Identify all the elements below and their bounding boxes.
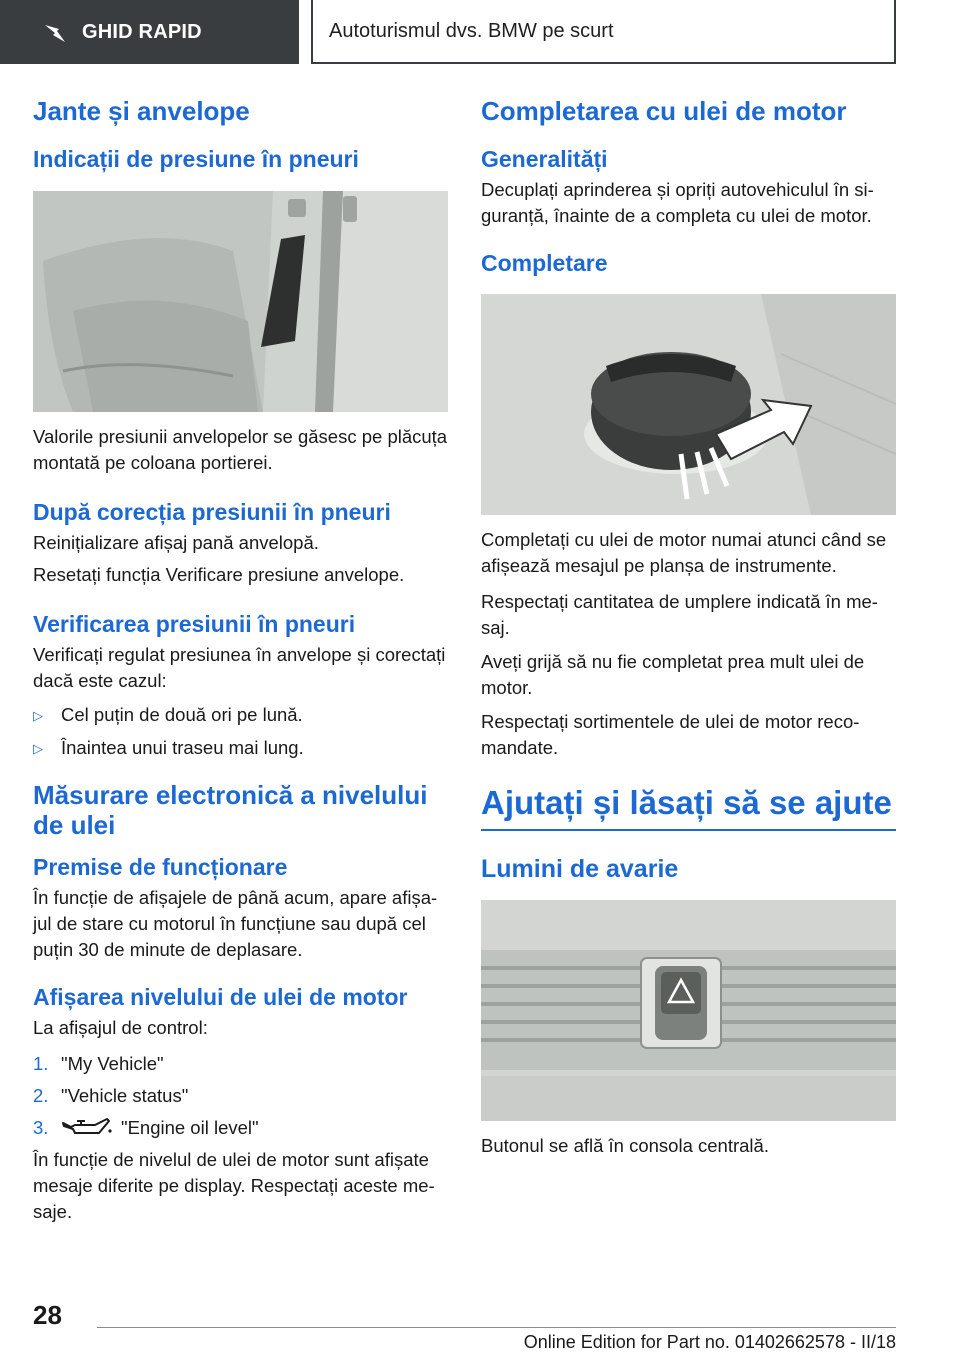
- list-item: 3. "Engine oil level": [33, 1117, 259, 1138]
- list-item: 1. "My Vehicle": [33, 1053, 164, 1074]
- list-item: 2. "Vehicle status": [33, 1085, 189, 1106]
- section-title-help: Ajutați și lăsați să se ajute: [481, 783, 896, 831]
- lightning-bolt-icon: [42, 19, 68, 45]
- section-title-wheels-tyres: Jante și anvelope: [33, 96, 250, 126]
- subsection-title-prerequisites: Premise de funcționare: [33, 854, 288, 880]
- chapter-tab[interactable]: [311, 0, 896, 64]
- subsection-title-after-correction: După corecția presiunii în pneuri: [33, 499, 391, 525]
- subsection-title-general: Generalități: [481, 146, 608, 172]
- section-title-oil-level: Măsurare electronică a nivelului de ulei: [33, 780, 428, 840]
- quick-guide-label: GHID RAPID: [82, 20, 202, 43]
- footer-divider: [97, 1327, 896, 1328]
- check-pressure-list: [33, 702, 448, 762]
- subsection-title-refill: Completare: [481, 250, 608, 276]
- door-pillar-image: [33, 191, 448, 412]
- chapter-label: Autoturismul dvs. BMW pe scurt: [329, 19, 614, 42]
- section-title-topping-up-oil: Completarea cu ulei de motor: [481, 96, 847, 126]
- left-column: [33, 96, 448, 1225]
- oil-filler-cap-image: [481, 294, 896, 515]
- page-footer: [0, 1290, 960, 1362]
- list-item: ▷ Cel puțin de două ori pe lună.: [33, 702, 448, 729]
- hazard-button-text: Butonul se află în consola centrală.: [481, 1135, 769, 1156]
- refill-text: Completați cu ulei de motor numai atunci când se afișează mesajul pe planșa de instrumente.: [481, 529, 887, 576]
- subsection-title-tyre-pressure-info: Indicații de presiune în pneuri: [33, 146, 359, 172]
- oil-can-icon: [61, 1117, 113, 1139]
- prerequisites-text: În funcție de afișajele de până acum, apare afișajul de stare cu motorul în funcțiune sau după cel puțin 30 de minute de deplasare.: [33, 887, 438, 960]
- list-item: ▷ Înaintea unui traseu mai lung.: [33, 735, 448, 762]
- page-header: [0, 0, 960, 66]
- right-column: [481, 96, 896, 1159]
- subsection-title-check-pressure: Verificarea presiunii în pneuri: [33, 611, 356, 637]
- page-number: 28: [33, 1300, 62, 1330]
- oil-grades-text: Respectați sortimentele de ulei de motor recomandate.: [481, 711, 860, 758]
- quantity-text: Respectați cantitatea de umplere indicată în mesaj.: [481, 591, 878, 638]
- triangle-bullet-icon: ▷: [33, 741, 43, 756]
- reset-function-text: Resetați funcția Verificare presiune anvelope.: [33, 564, 405, 585]
- control-display-text: La afișajul de control:: [33, 1017, 208, 1038]
- subsection-title-oil-display: Afișarea nivelului de ulei de motor: [33, 984, 408, 1010]
- subsection-title-hazard-lights: Lumini de avarie: [481, 855, 679, 883]
- oil-messages-text: În funcție de nivelul de ulei de motor sunt afișate mesaje diferite pe display. Respectați aceste mesaje.: [33, 1149, 435, 1222]
- quick-guide-tab[interactable]: [0, 0, 299, 64]
- tyre-pressure-text: Valorile presiunii anvelopelor se găsesc pe plăcuța montată pe coloana portierei.: [33, 426, 448, 473]
- general-text: Decuplați aprinderea și opriți autovehiculul în siguranță, înainte de a completa cu ulei de motor.: [481, 179, 874, 226]
- hazard-button-image: [481, 900, 896, 1121]
- check-pressure-text: Verificați regulat presiunea în anvelope și corectați dacă este cazul:: [33, 644, 446, 691]
- edition-note: Online Edition for Part no. 01402662578 - II/18: [523, 1332, 896, 1352]
- overfill-text: Aveți grijă să nu fie completat prea mult ulei de motor.: [481, 651, 865, 698]
- triangle-bullet-icon: ▷: [33, 708, 43, 723]
- reset-display-text: Reinițializare afișaj pană anvelopă.: [33, 532, 319, 553]
- oil-display-steps: [33, 1051, 448, 1141]
